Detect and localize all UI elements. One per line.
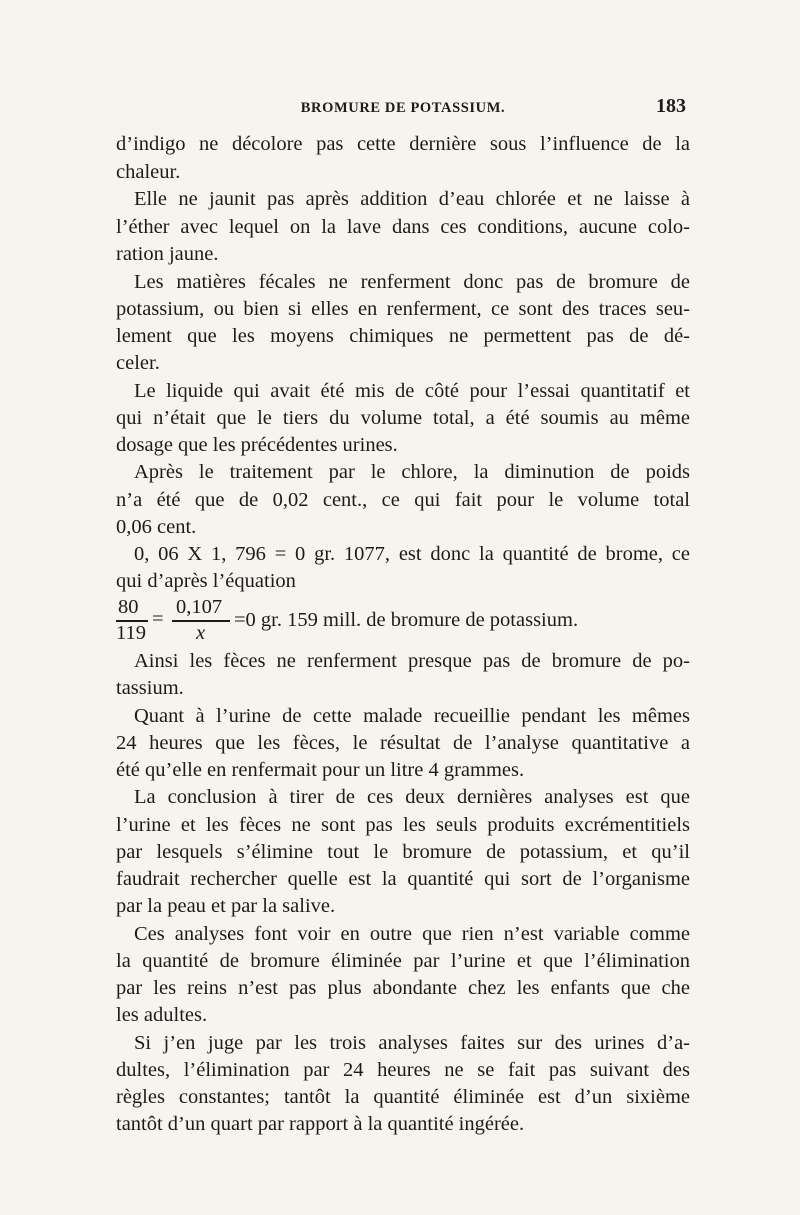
text-line: d’indigo ne décolore pas cette dernière sous l’influence de la xyxy=(116,133,690,155)
text-line: tantôt d’un quart par rapport à la quantité ingérée. xyxy=(116,1113,525,1135)
text-line: été qu’elle en renfermait pour un litre 4 grammes. xyxy=(116,759,525,781)
text-line: faudrait rechercher quelle est la quantité qui sort de l’organisme xyxy=(116,868,690,890)
fraction-denominator: 119 xyxy=(116,622,146,644)
text-line: lement que les moyens chimiques ne permettent pas de dé- xyxy=(116,325,690,347)
text-line: Les matières fécales ne renferment donc pas de bromure de xyxy=(134,271,690,293)
text-line: dultes, l’élimination par 24 heures ne se fait pas suivant des xyxy=(116,1059,690,1081)
text-line: potassium, ou bien si elles en renferment, ce sont des traces seu- xyxy=(116,298,690,320)
equals-sign: = xyxy=(152,608,164,630)
text-line: dosage que les précédentes urines. xyxy=(116,434,398,456)
fraction-numerator: 80 xyxy=(118,596,139,618)
text-line: par la peau et par la salive. xyxy=(116,895,336,917)
fraction-numerator: 0,107 xyxy=(176,596,223,618)
equation-result: =0 gr. 159 mill. de bromure de potassium. xyxy=(234,609,579,631)
text-line: par lesquels s’élimine tout le bromure de potassium, et qu’il xyxy=(116,841,690,863)
text-line: l’éther avec lequel on la lave dans ces conditions, aucune colo- xyxy=(116,216,690,238)
running-title: BROMURE DE POTASSIUM. xyxy=(300,100,506,116)
text-line: Ces analyses font voir en outre que rien n’est variable comme xyxy=(134,923,690,945)
text-line: n’a été que de 0,02 cent., ce qui fait pour le volume total xyxy=(116,489,690,511)
text-line: Quant à l’urine de cette malade recueillie pendant les mêmes xyxy=(134,705,690,727)
page-header xyxy=(116,96,690,122)
text-line: 0,06 cent. xyxy=(116,516,197,538)
text-line: par les reins n’est pas plus abondante chez les enfants que che xyxy=(116,977,690,999)
text-line: celer. xyxy=(116,352,160,374)
fraction-denominator: x xyxy=(196,622,206,644)
text-line: règles constantes; tantôt la quantité éliminée est d’un sixième xyxy=(116,1086,690,1108)
text-line: Si j’en juge par les trois analyses faites sur des urines d’a- xyxy=(134,1032,690,1054)
text-line: qui n’était que le tiers du volume total, a été soumis au même xyxy=(116,407,690,429)
text-line: Le liquide qui avait été mis de côté pour l’essai quantitatif et xyxy=(134,380,690,402)
text-line: La conclusion à tirer de ces deux dernières analyses est que xyxy=(134,786,690,808)
text-line: la quantité de bromure éliminée par l’urine et que l’élimination xyxy=(116,950,690,972)
text-line: 24 heures que les fèces, le résultat de l’analyse quantitative a xyxy=(116,732,690,754)
text-line: ration jaune. xyxy=(116,243,219,265)
equation xyxy=(116,596,690,642)
text-line: 0, 06 X 1, 796 = 0 gr. 1077, est donc la quantité de brome, ce xyxy=(134,543,690,565)
page-number: 183 xyxy=(656,95,686,117)
text-line: qui d’après l’équation xyxy=(116,570,296,592)
text-line: chaleur. xyxy=(116,161,181,183)
text-line: Après le traitement par le chlore, la diminution de poids xyxy=(134,461,690,483)
text-line: l’urine et les fèces ne sont pas les seuls produits excrémentitiels xyxy=(116,814,690,836)
text-line: Ainsi les fèces ne renferment presque pas de bromure de po- xyxy=(134,650,690,672)
text-line: les adultes. xyxy=(116,1004,208,1026)
text-line: tassium. xyxy=(116,677,184,699)
text-line: Elle ne jaunit pas après addition d’eau chlorée et ne laisse à xyxy=(134,188,690,210)
